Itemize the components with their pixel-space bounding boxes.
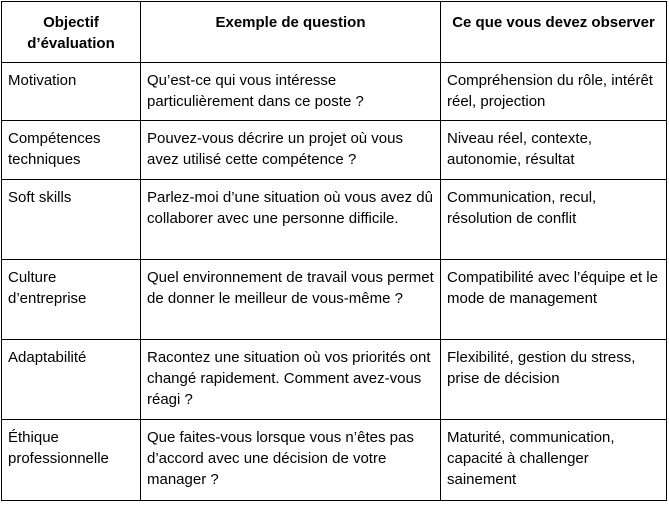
cell-question: Qu’est-ce qui vous intéresse particulièrement dans ce poste ? bbox=[141, 63, 441, 121]
cell-observe: Maturité, communication, capacité à challenger sainement bbox=[441, 420, 667, 501]
table-row bbox=[2, 260, 667, 340]
cell-question: Pouvez-vous décrire un projet où vous avez utilisé cette compétence ? bbox=[141, 121, 441, 180]
table-row bbox=[2, 63, 667, 121]
cell-objective: Adaptabilité bbox=[2, 340, 141, 420]
evaluation-table bbox=[1, 1, 667, 501]
cell-objective: Motivation bbox=[2, 63, 141, 121]
cell-observe: Compréhension du rôle, intérêt réel, projection bbox=[441, 63, 667, 121]
table-row bbox=[2, 121, 667, 180]
cell-question: Que faites-vous lorsque vous n’êtes pas d’accord avec une décision de votre manager ? bbox=[141, 420, 441, 501]
cell-objective: Soft skills bbox=[2, 180, 141, 260]
cell-objective: Culture d’entreprise bbox=[2, 260, 141, 340]
cell-question: Parlez-moi d’une situation où vous avez dû collaborer avec une personne difficile. bbox=[141, 180, 441, 260]
cell-objective: Éthique professionnelle bbox=[2, 420, 141, 501]
cell-observe: Compatibilité avec l’équipe et le mode de management bbox=[441, 260, 667, 340]
cell-observe: Flexibilité, gestion du stress, prise de décision bbox=[441, 340, 667, 420]
cell-question: Racontez une situation où vos priorités ont changé rapidement. Comment avez-vous réagi ? bbox=[141, 340, 441, 420]
table-header bbox=[2, 2, 667, 63]
header-row bbox=[2, 2, 667, 63]
cell-question: Quel environnement de travail vous permet de donner le meilleur de vous-même ? bbox=[141, 260, 441, 340]
table-row bbox=[2, 340, 667, 420]
cell-observe: Niveau réel, contexte, autonomie, résultat bbox=[441, 121, 667, 180]
header-question: Exemple de question bbox=[141, 2, 441, 63]
cell-objective: Compétences techniques bbox=[2, 121, 141, 180]
cell-observe: Communication, recul, résolution de conflit bbox=[441, 180, 667, 260]
header-objective: Objectif d’évaluation bbox=[2, 2, 141, 63]
table-row bbox=[2, 420, 667, 501]
table-body bbox=[2, 63, 667, 501]
table-row bbox=[2, 180, 667, 260]
header-observe: Ce que vous devez observer bbox=[441, 2, 667, 63]
